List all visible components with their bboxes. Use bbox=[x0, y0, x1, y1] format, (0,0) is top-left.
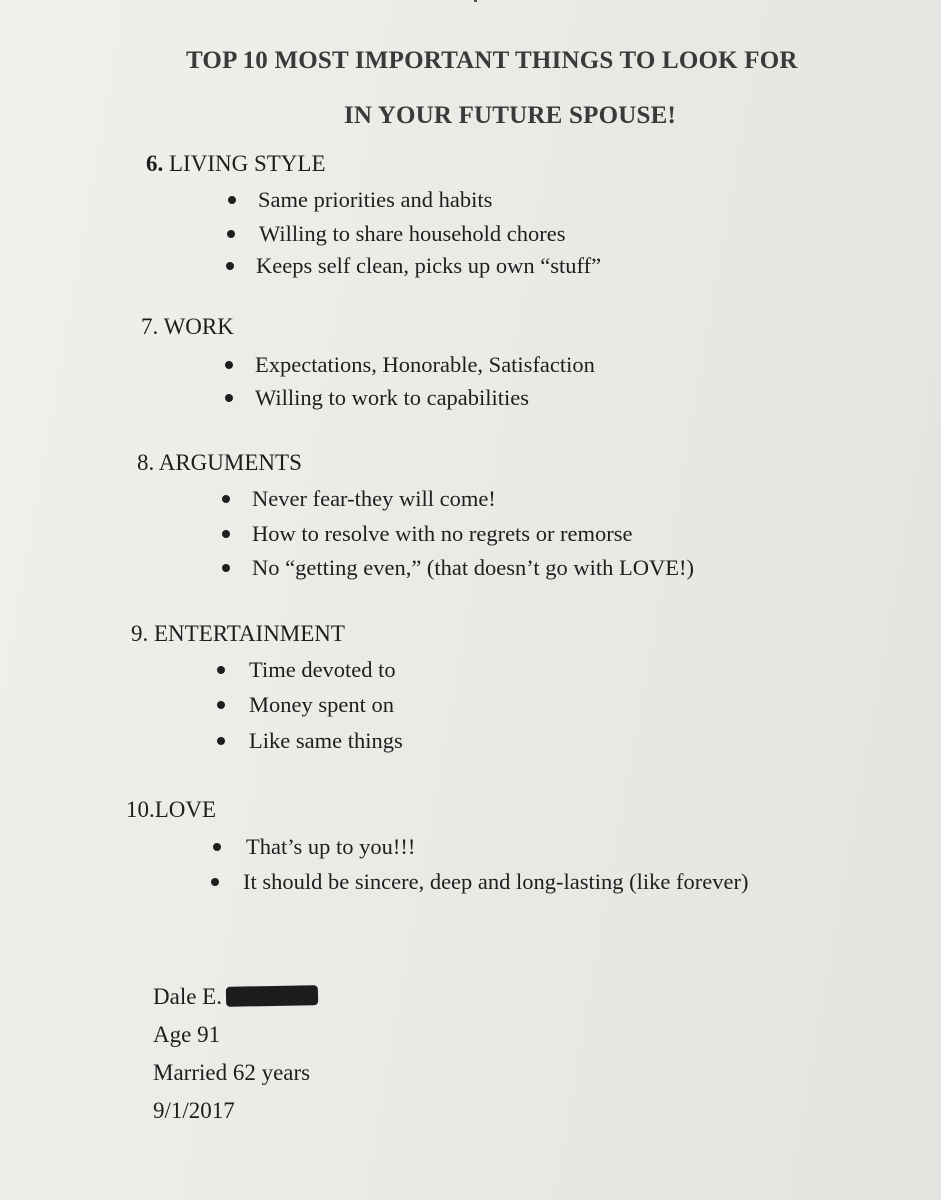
list-item bbox=[213, 834, 415, 860]
section-title: ENTERTAINMENT bbox=[154, 621, 345, 646]
section-heading bbox=[131, 621, 345, 647]
list-item-text: It should be sincere, deep and long-lasting (like forever) bbox=[243, 869, 749, 894]
list-item-text: Never fear-they will come! bbox=[252, 486, 496, 511]
list-item bbox=[211, 869, 748, 895]
list-item bbox=[217, 728, 403, 754]
list-item bbox=[222, 521, 633, 547]
signature-date: 9/1/2017 bbox=[153, 1098, 235, 1123]
list-item-text: That’s up to you!!! bbox=[246, 834, 416, 859]
signature-name-line bbox=[153, 978, 318, 1016]
list-item-text: Like same things bbox=[249, 728, 403, 753]
list-item bbox=[228, 187, 492, 213]
bullet-icon bbox=[211, 878, 219, 886]
section-work bbox=[141, 314, 595, 410]
list-item bbox=[225, 385, 529, 411]
signature-name: Dale E. bbox=[153, 984, 222, 1009]
section-living-style bbox=[146, 151, 602, 278]
bullet-icon bbox=[226, 262, 234, 270]
signature-married: Married 62 years bbox=[153, 1060, 311, 1085]
bullet-icon bbox=[225, 361, 233, 369]
section-title: LOVE bbox=[154, 797, 217, 822]
list-item bbox=[226, 253, 601, 279]
section-heading bbox=[146, 151, 326, 177]
list-item-text: Willing to work to capabilities bbox=[255, 385, 530, 410]
list-item-text: Time devoted to bbox=[249, 657, 396, 682]
bullet-icon bbox=[222, 530, 230, 538]
paper-speck bbox=[474, 0, 477, 2]
bullet-icon bbox=[217, 666, 225, 674]
bullet-icon bbox=[225, 394, 233, 402]
list-item bbox=[227, 221, 566, 247]
bullet-icon bbox=[217, 737, 225, 745]
list-item bbox=[217, 657, 396, 683]
section-number: 7. bbox=[141, 314, 159, 339]
bullet-icon bbox=[222, 495, 230, 503]
bullet-icon bbox=[213, 843, 221, 851]
section-love bbox=[126, 797, 749, 894]
bullet-icon bbox=[222, 564, 230, 572]
signature-block bbox=[153, 978, 318, 1130]
section-heading bbox=[141, 314, 234, 340]
list-item bbox=[222, 486, 496, 512]
section-number: 8. bbox=[137, 450, 155, 475]
document-title-line-2: IN YOUR FUTURE SPOUSE! bbox=[344, 102, 676, 129]
section-number: 9. bbox=[131, 621, 149, 646]
section-arguments bbox=[137, 450, 694, 580]
list-item-text: No “getting even,” (that doesn’t go with LOVE!) bbox=[252, 555, 694, 580]
signature-age: Age 91 bbox=[153, 1022, 221, 1047]
document-title-line-1: TOP 10 MOST IMPORTANT THINGS TO LOOK FOR bbox=[186, 47, 798, 74]
section-entertainment bbox=[131, 621, 403, 753]
list-item bbox=[217, 692, 394, 718]
section-number: 6. bbox=[146, 151, 164, 176]
list-item-text: Expectations, Honorable, Satisfaction bbox=[255, 352, 595, 377]
list-item-text: Same priorities and habits bbox=[258, 187, 493, 212]
section-title: ARGUMENTS bbox=[158, 450, 302, 475]
section-heading bbox=[137, 450, 302, 476]
list-item-text: Willing to share household chores bbox=[259, 221, 566, 246]
section-title: WORK bbox=[163, 314, 234, 339]
section-number: 10. bbox=[126, 797, 155, 822]
redaction-mark bbox=[226, 985, 318, 1007]
bullet-icon bbox=[227, 230, 235, 238]
bullet-icon bbox=[228, 196, 236, 204]
list-item-text: Money spent on bbox=[249, 692, 394, 717]
section-heading bbox=[126, 797, 216, 823]
bullet-icon bbox=[217, 701, 225, 709]
list-item bbox=[225, 352, 595, 378]
list-item-text: How to resolve with no regrets or remorse bbox=[252, 521, 633, 546]
list-item bbox=[222, 555, 694, 581]
section-title: LIVING STYLE bbox=[169, 151, 326, 176]
list-item-text: Keeps self clean, picks up own “stuff” bbox=[256, 253, 602, 278]
